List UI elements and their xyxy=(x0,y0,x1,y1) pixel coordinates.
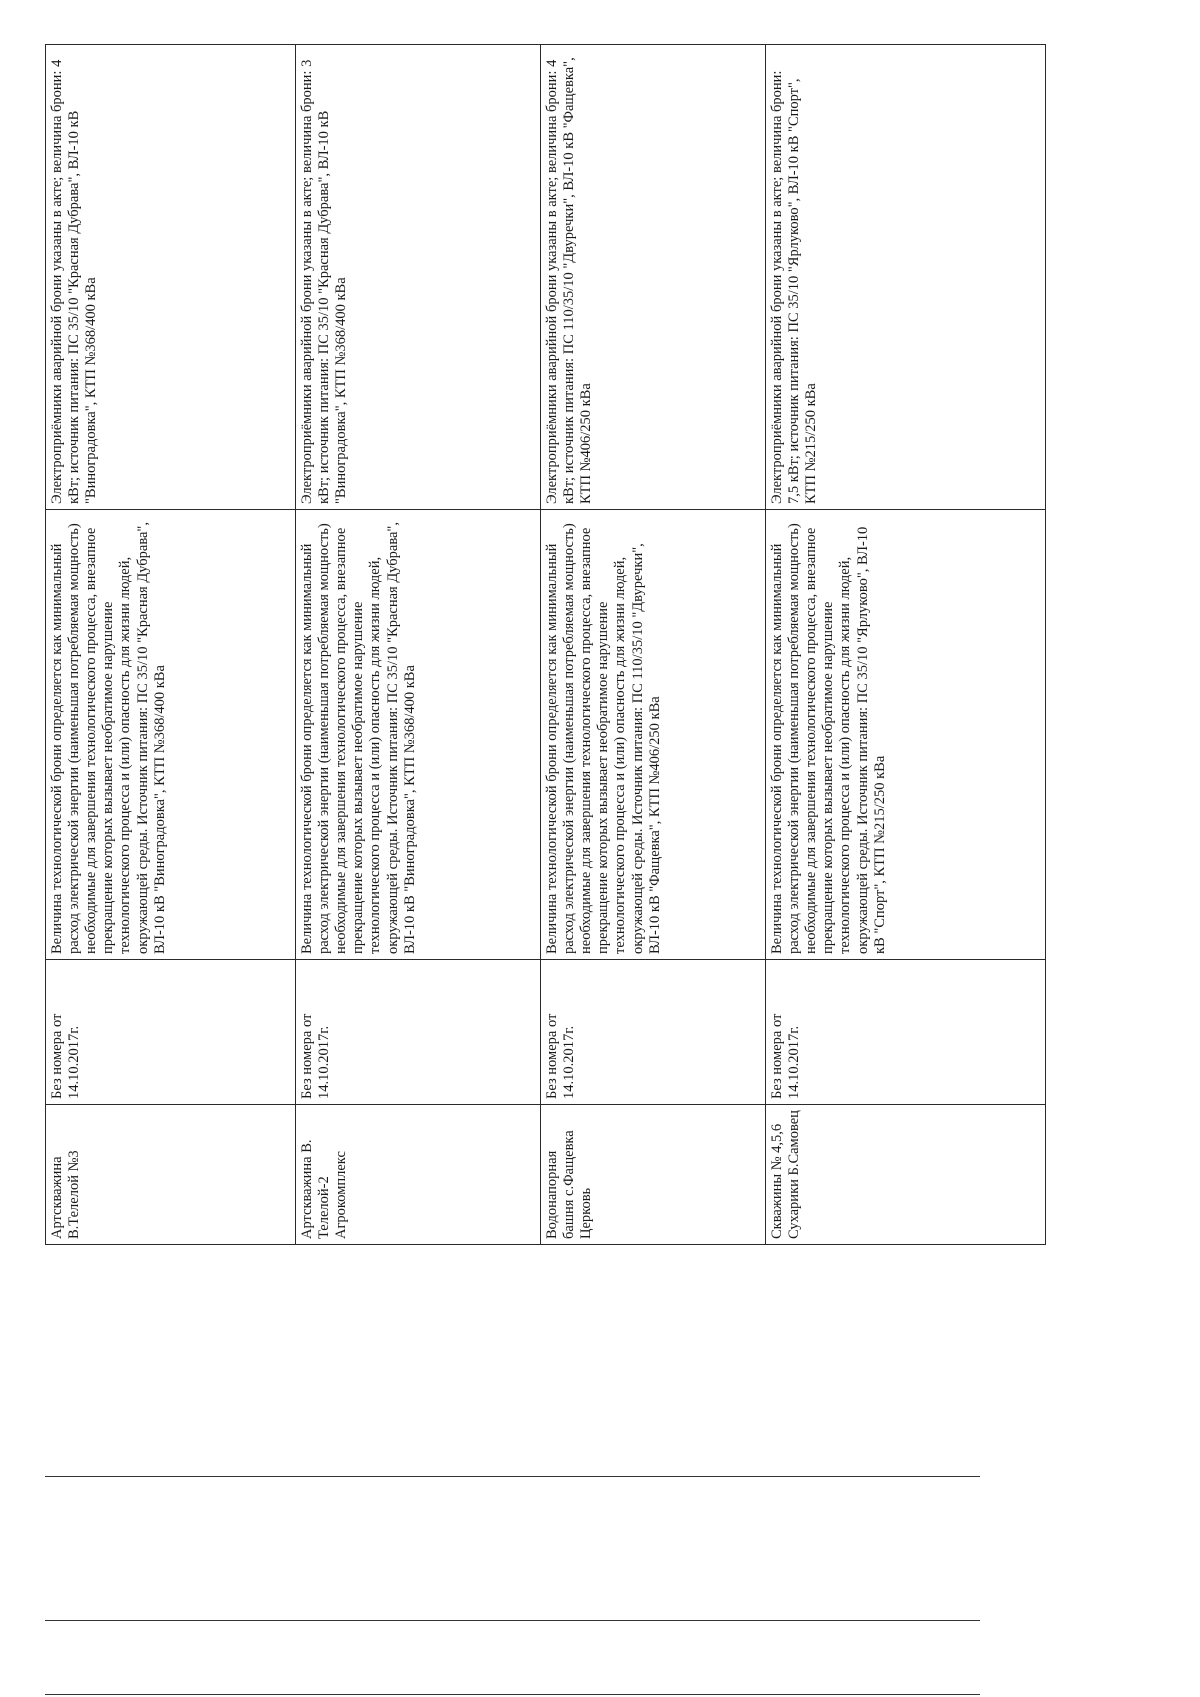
tech-reserve-cell: Величина технологической брони определяется как минимальный расход электрической энергии (наименьшая потребляемая мощность) необходимые для завершения технологического процесса, внезапное прекращение которых вызывает необратимое нарушение технологического процесса и (или) опасность для жизни людей, окружающей среды. Источник питания: ПС 35/10 "Красная Дубрава", ВЛ-10 кВ "Виноградовка", КТП №368/400 кВа xyxy=(296,510,541,960)
object-cell: Артскважина В.Телелой №3 xyxy=(46,1105,296,1245)
act-cell: Без номера от 14.10.2017г. xyxy=(296,960,541,1105)
object-cell: Водонапорная башня с.Фащевка Церковь xyxy=(541,1105,766,1245)
tech-reserve-cell: Величина технологической брони определяется как минимальный расход электрической энергии (наименьшая потребляемая мощность) необходимые для завершения технологического процесса, внезапное прекращение которых вызывает необратимое нарушение технологического процесса и (или) опасность для жизни людей, окружающей среды. Источник питания: ПС 110/35/10 "Двуречки", ВЛ-10 кВ "Фащевка", КТП №406/250 кВа xyxy=(541,510,766,960)
object-cell: Артскважина В. Телелой-2 Агрокомплекс xyxy=(296,1105,541,1245)
emergency-reserve-cell: Электроприёмники аварийной брони указаны в акте; величина брони: 3 кВт; источник питания: ПС 35/10 "Красная Дубрава", ВЛ-10 кВ "Виноградовка", КТП №368/400 кВа xyxy=(296,45,541,510)
table-row xyxy=(46,45,296,1245)
emergency-reserve-cell: Электроприёмники аварийной брони указаны в акте; величина брони: 4 кВт; источник питания: ПС 110/35/10 "Двуречки", ВЛ-10 кВ "Фащевка", КТП №406/250 кВа xyxy=(541,45,766,510)
tech-reserve-cell: Величина технологической брони определяется как минимальный расход электрической энергии (наименьшая потребляемая мощность) необходимые для завершения технологического процесса, внезапное прекращение которых вызывает необратимое нарушение технологического процесса и (или) опасность для жизни людей, окружающей среды. Источник питания: ПС 35/10 "Ярлуково", ВЛ-10 кВ "Спорт", КТП №215/250 кВа xyxy=(766,510,1046,960)
separator-line xyxy=(45,1620,980,1621)
reservation-table xyxy=(45,44,1046,1245)
emergency-reserve-cell: Электроприёмники аварийной брони указаны в акте; величина брони: 4 кВт; источник питания: ПС 35/10 "Красная Дубрава", ВЛ-10 кВ "Виноградовка", КТП №368/400 кВа xyxy=(46,45,296,510)
separator-line xyxy=(45,1476,980,1477)
table-row xyxy=(541,45,766,1245)
table-row xyxy=(766,45,1046,1245)
act-cell: Без номера от 14.10.2017г. xyxy=(46,960,296,1105)
act-cell: Без номера от 14.10.2017г. xyxy=(766,960,1046,1105)
emergency-reserve-cell: Электроприёмники аварийной брони указаны в акте; величина брони: 7,5 кВт; источник питания: ПС 35/10 "Ярлуково", ВЛ-10 кВ "Спорт", КТП №215/250 кВа xyxy=(766,45,1046,510)
table-row xyxy=(296,45,541,1245)
separator-line xyxy=(45,1694,980,1695)
object-cell: Скважины № 4,5,6 Сухарики Б.Самовец xyxy=(766,1105,1046,1245)
act-cell: Без номера от 14.10.2017г. xyxy=(541,960,766,1105)
tech-reserve-cell: Величина технологической брони определяется как минимальный расход электрической энергии (наименьшая потребляемая мощность) необходимые для завершения технологического процесса, внезапное прекращение которых вызывает необратимое нарушение технологического процесса и (или) опасность для жизни людей, окружающей среды. Источник питания: ПС 35/10 "Красная Дубрава", ВЛ-10 кВ "Виноградовка", КТП №368/400 кВа xyxy=(46,510,296,960)
rotated-table-container xyxy=(45,45,1045,1245)
